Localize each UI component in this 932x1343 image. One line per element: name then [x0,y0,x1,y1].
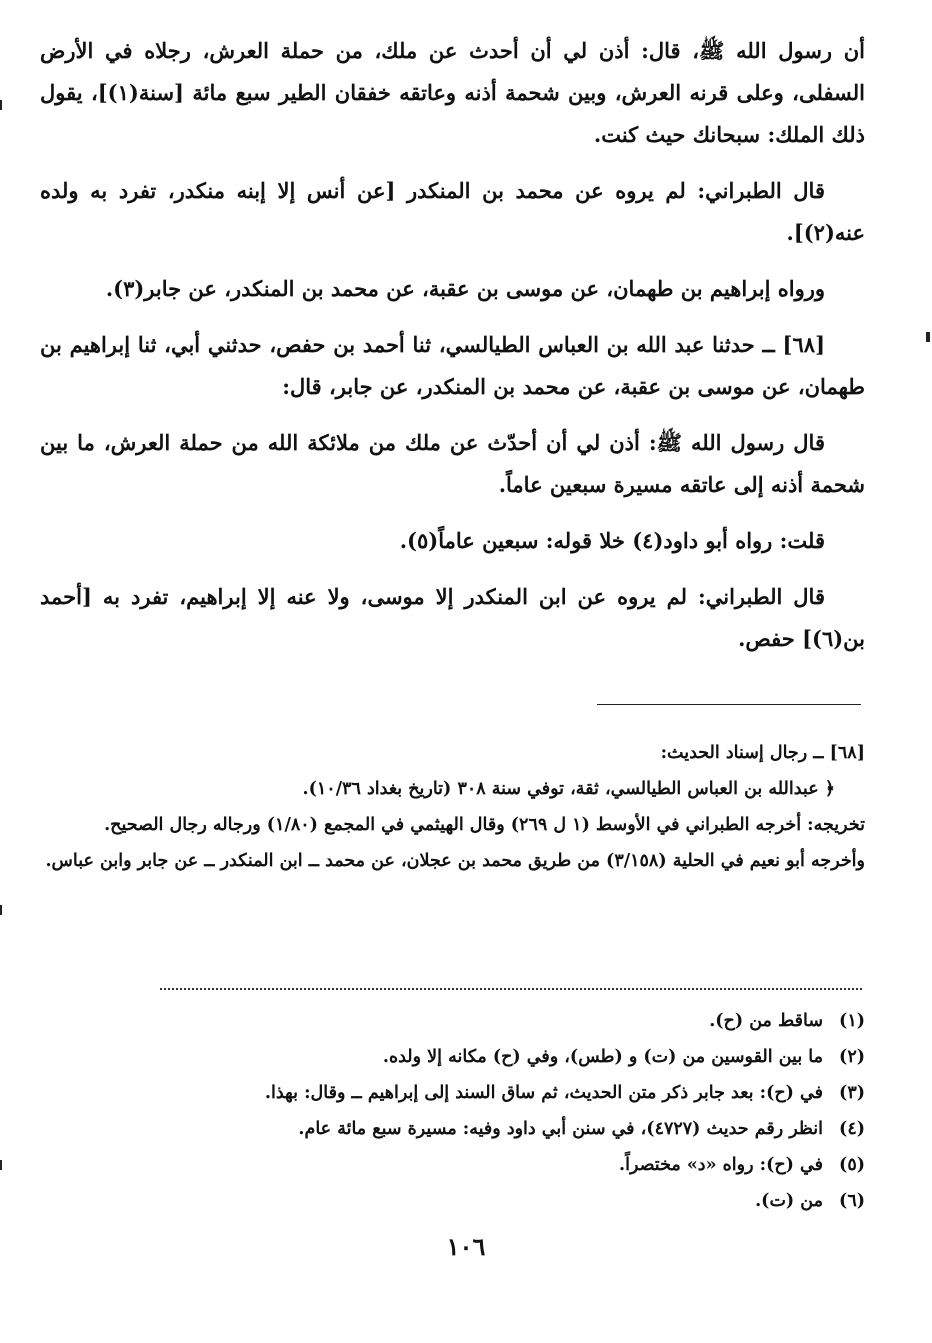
footnote-item [200,1147,865,1183]
paragraph-hadith-text: أن رسول الله ﷺ، قال: أذن لي أن أحدث عن ملك، من حملة العرش، رجلاه في الأرض السفلى، وعلى قرنه العرش، وبين شحمة أذنه وعاتقه خفقان الطير سبع مائة [سنة(١)]، يقول ذلك الملك: سبحانك حيث كنت. [40,38,865,147]
takhrij-note: تخريجه: أخرجه الطبراني في الأوسط (١ ل ٢٦٩) وقال الهيثمي في المجمع (١/٨٠) ورجاله رجال الصحيح. [104,815,865,835]
footnote-number: (١) [839,1011,865,1031]
isnad-notes-block [45,735,865,879]
footnote-number: (٢) [839,1047,865,1067]
paragraph-hadith-68-matn: قال رسول الله ﷺ: أذن لي أن أحدّث عن ملك من ملائكة الله من حملة العرش، ما بين شحمة أذنه إلى عاتقه مسيرة سبعين عاماً. [40,430,865,497]
footnotes-dotted-separator [160,988,862,990]
footnote-number: (٣) [839,1083,865,1103]
scan-edge-mark [0,905,2,915]
paragraph-hadith-68-isnad: [٦٨] ــ حدثنا عبد الله بن العباس الطيالسي، ثنا أحمد بن حفص، حدثني أبي، ثنا إبراهيم بن طهمان، عن موسى بن عقبة، عن محمد بن المنكدر، عن جابر، قال: [40,332,865,399]
footnote-number: (٦) [839,1191,865,1211]
footnote-item [200,1111,865,1147]
footnote-number: (٥) [839,1155,865,1175]
other-source-note: وأخرجه أبو نعيم في الحلية (٣/١٥٨) من طريق محمد بن عجلان، عن محمد ــ ابن المنكدر ــ عن جابر وابن عباس. [45,851,865,871]
narrator-note: ﴿ عبدالله بن العباس الطيالسي، ثقة، توفي سنة ٣٠٨ (تاريخ بغداد ١٠/٣٦). [302,779,835,799]
footnote-text: انظر رقم حديث (٤٧٢٧)، في سنن أبي داود وفيه: مسيرة سبع مائة عام. [298,1119,823,1139]
main-text-block [40,30,865,674]
scan-edge-mark [0,100,2,110]
footnotes-list [200,1003,865,1219]
scan-edge-mark [0,1160,2,1170]
footnote-text: في (ح): بعد جابر ذكر متن الحديث، ثم ساق السند إلى إبراهيم ــ وقال: بهذا. [264,1083,823,1103]
footnote-text: ساقط من (ح). [709,1011,823,1031]
paragraph-ibrahim-narration: ورواه إبراهيم بن طهمان، عن موسى بن عقبة، عن محمد بن المنكدر، عن جابر(٣). [105,276,825,301]
footnote-number: (٤) [839,1119,865,1139]
footnote-item [200,1039,865,1075]
footnote-text: من (ت). [755,1191,823,1211]
footnote-text: في (ح): رواه «د» مختصراً. [619,1155,823,1175]
paragraph-tabarani-final: قال الطبراني: لم يروه عن ابن المنكدر إلا موسى، ولا عنه إلا إبراهيم، تفرد به [أحمد بن(٦)] حفص. [40,584,865,651]
footnote-text: ما بين القوسين من (ت) و (طس)، وفي (ح) مكانه إلا ولده. [382,1047,823,1067]
page-number: ١٠٦ [446,1232,486,1261]
notes-separator-line [597,704,861,705]
footnote-item [200,1003,865,1039]
notes-heading: [٦٨] ــ رجال إسناد الحديث: [660,743,865,763]
footnote-item [200,1183,865,1219]
paragraph-tabarani-comment: قال الطبراني: لم يروه عن محمد بن المنكدر [عن أنس إلا إبنه منكدر، تفرد به ولده عنه(٢)]. [40,178,865,245]
paragraph-abu-dawud-note: قلت: رواه أبو داود(٤) خلا قوله: سبعين عاماً(٥). [399,528,825,553]
scan-edge-mark [926,332,930,342]
footnote-item [200,1075,865,1111]
